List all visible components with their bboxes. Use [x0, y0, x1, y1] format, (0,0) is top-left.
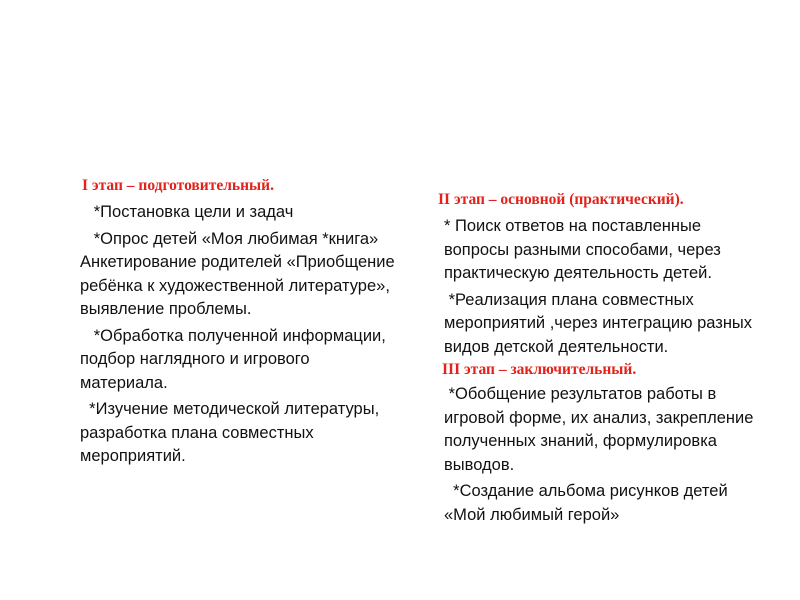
stage-3-heading: III этап – заключительный.	[442, 361, 637, 378]
stage-2-item-plan: *Реализация плана совместных мероприятий ,через интеграцию разных видов детской деятельности.	[444, 290, 757, 356]
stage-1-item-survey: *Опрос детей «Моя любимая *книга» Анкетирование родителей «Приобщение ребёнка к художественной литературе», выявление проблемы.	[80, 229, 400, 318]
stage-1-heading: I этап – подготовительный.	[82, 177, 274, 194]
stage-2-heading: II этап – основной (практический).	[438, 191, 684, 208]
stage-1-item-processing: *Обработка полученной информации, подбор наглядного и игрового материала.	[80, 326, 391, 392]
stage-3-item-summary: *Обобщение результатов работы в игровой форме, их анализ, закрепление полученных знаний, формулировка выводов.	[444, 385, 759, 474]
left-column	[78, 174, 400, 472]
stage-3-item-album: *Создание альбома рисунков детей «Мой любимый герой»	[444, 482, 733, 524]
stage-1-item-study: *Изучение методической литературы, разработка плана совместных мероприятий.	[80, 400, 384, 465]
stage-2-item-search: * Поиск ответов на поставленные вопросы разными способами, через практическую деятельность детей.	[444, 217, 726, 282]
stage-1-item-goals: *Постановка цели и задач	[80, 203, 294, 221]
right-column	[432, 188, 762, 530]
